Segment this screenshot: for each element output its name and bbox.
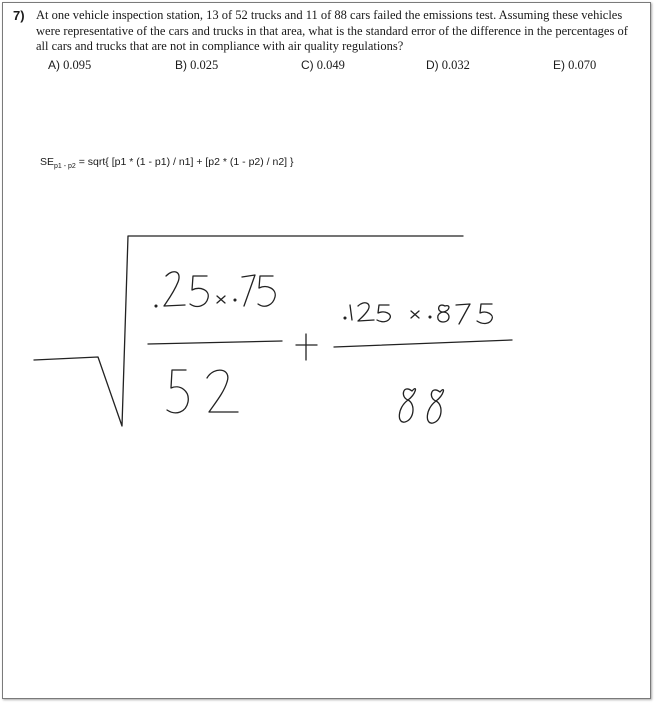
fraction-bar-left: [148, 341, 282, 344]
plus-sign: [296, 334, 317, 360]
fraction-bar-right: [334, 340, 512, 347]
radical-sign: [34, 236, 463, 426]
choice-letter: B): [175, 58, 187, 72]
choice-value: 0.025: [190, 58, 219, 72]
numerator-left-strokes: [155, 272, 275, 307]
question-number: 7): [13, 8, 25, 23]
choice-letter: C): [301, 58, 314, 72]
formula-lhs: SE: [40, 156, 55, 168]
choice-value: 0.032: [441, 58, 470, 72]
question-text: At one vehicle inspection station, 13 of 52 trucks and 11 of 88 cars failed the emissions test. Assuming these vehicles were representative of the cars and trucks in that area, what is the standard error of the difference in the percentages of all cars and trucks that are not in compliance with air quality regulations?: [36, 8, 628, 53]
formula-rhs: = sqrt{ [p1 * (1 - p1) / n1] + [p2 * (1 - p2) / n2] }: [75, 156, 294, 168]
choice-letter: D): [426, 58, 439, 72]
denominator-left-strokes: [167, 370, 238, 413]
choice-letter: A): [48, 58, 60, 72]
choice-value: 0.070: [568, 58, 597, 72]
choice-value: 0.095: [63, 58, 92, 72]
choice-letter: E): [553, 58, 565, 72]
numerator-right-strokes: [344, 303, 492, 324]
choice-value: 0.049: [316, 58, 345, 72]
formula-subscript: p1 - p2: [54, 163, 76, 171]
denominator-right-strokes: [399, 389, 443, 424]
